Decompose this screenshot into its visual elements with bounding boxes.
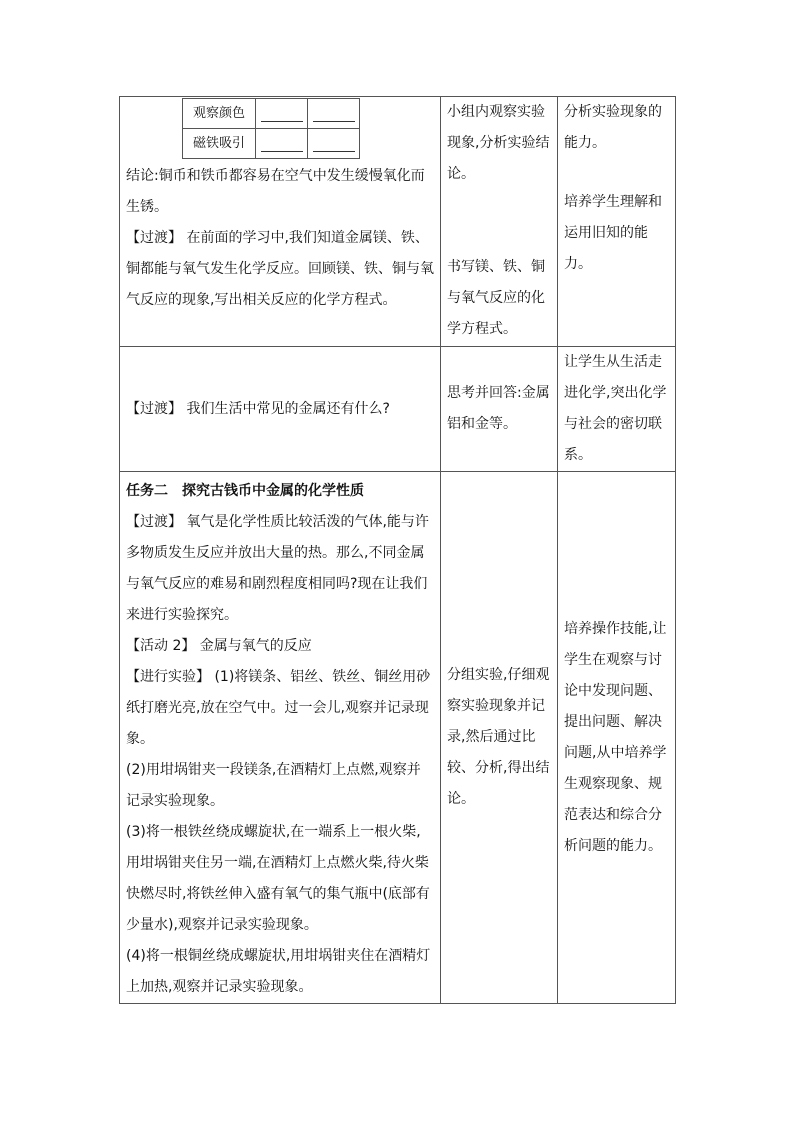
observation-row <box>183 129 360 159</box>
transition-text: 【过渡】 我们生活中常见的金属还有什么? <box>126 400 390 417</box>
design-intent-text: 让学生从生活走进化学,突出化学与社会的密切联系。 <box>564 354 667 463</box>
observation-label: 观察颜色 <box>183 99 256 129</box>
transition-text: 【过渡】 氧气是化学性质比较活泼的气体,能与许多物质发生反应并放出大量的热。那么,不同金属与氧气反应的难易和剧烈程度相同吗?现在让我们来进行实验探究。 <box>126 514 429 623</box>
transition-text: 【过渡】 在前面的学习中,我们知道金属镁、铁、铜都能与氧气发生化学反应。回顾镁、铁、铜与氧气反应的现象,写出相关反应的化学方程式。 <box>126 230 434 308</box>
design-intent-text: 培养学生理解和运用旧知的能力。 <box>564 194 662 272</box>
answer-blank <box>308 129 360 159</box>
student-activity-cell <box>441 97 558 347</box>
lesson-table <box>119 96 676 1004</box>
teacher-activity-cell <box>120 97 441 347</box>
student-activity-text: 思考并回答:金属铝和金等。 <box>447 385 550 432</box>
teacher-activity-cell <box>120 472 441 1004</box>
table-row <box>120 347 676 472</box>
answer-blank <box>256 99 308 129</box>
conclusion-text: 结论:铜币和铁币都容易在空气中发生缓慢氧化而生锈。 <box>126 168 425 215</box>
student-activity-cell <box>441 472 558 1004</box>
student-activity-text: 书写镁、铁、铜与氧气反应的化学方程式。 <box>447 259 545 337</box>
student-activity-text: 分组实验,仔细观察实验现象并记录,然后通过比较、分析,得出结论。 <box>447 667 550 807</box>
student-activity-text: 小组内观察实验现象,分析实验结论。 <box>447 104 550 182</box>
design-intent-cell <box>558 97 676 347</box>
design-intent-text: 培养操作技能,让学生在观察与讨论中发现问题、提出问题、解决问题,从中培养学生观察现象、规范表达和综合分析问题的能力。 <box>564 620 667 854</box>
teacher-activity-cell <box>120 347 441 472</box>
student-activity-cell <box>441 347 558 472</box>
experiment-step: 【进行实验】 (1)将镁条、铝丝、铁丝、铜丝用砂纸打磨光亮,放在空气中。过一会儿,观察并记录现象。 <box>126 669 431 747</box>
experiment-step: (2)用坩埚钳夹一段镁条,在酒精灯上点燃,观察并记录实验现象。 <box>126 762 421 809</box>
observation-label: 磁铁吸引 <box>183 129 256 159</box>
observation-table <box>182 98 360 159</box>
answer-blank <box>256 129 308 159</box>
design-intent-text: 分析实验现象的能力。 <box>564 104 662 151</box>
design-intent-cell <box>558 347 676 472</box>
experiment-step: (4)将一根铜丝绕成螺旋状,用坩埚钳夹住在酒精灯上加热,观察并记录实验现象。 <box>126 948 431 995</box>
design-intent-cell <box>558 472 676 1004</box>
answer-blank <box>308 99 360 129</box>
activity-title: 【活动 2】 金属与氧气的反应 <box>126 638 312 654</box>
observation-row <box>183 99 360 129</box>
table-row <box>120 472 676 1004</box>
task-title: 任务二 探究古钱币中金属的化学性质 <box>126 483 364 499</box>
table-row <box>120 97 676 347</box>
experiment-step: (3)将一根铁丝绕成螺旋状,在一端系上一根火柴,用坩埚钳夹住另一端,在酒精灯上点燃火柴,待火柴快燃尽时,将铁丝伸入盛有氧气的集气瓶中(底部有少量水),观察并记录实验现象。 <box>126 824 430 933</box>
